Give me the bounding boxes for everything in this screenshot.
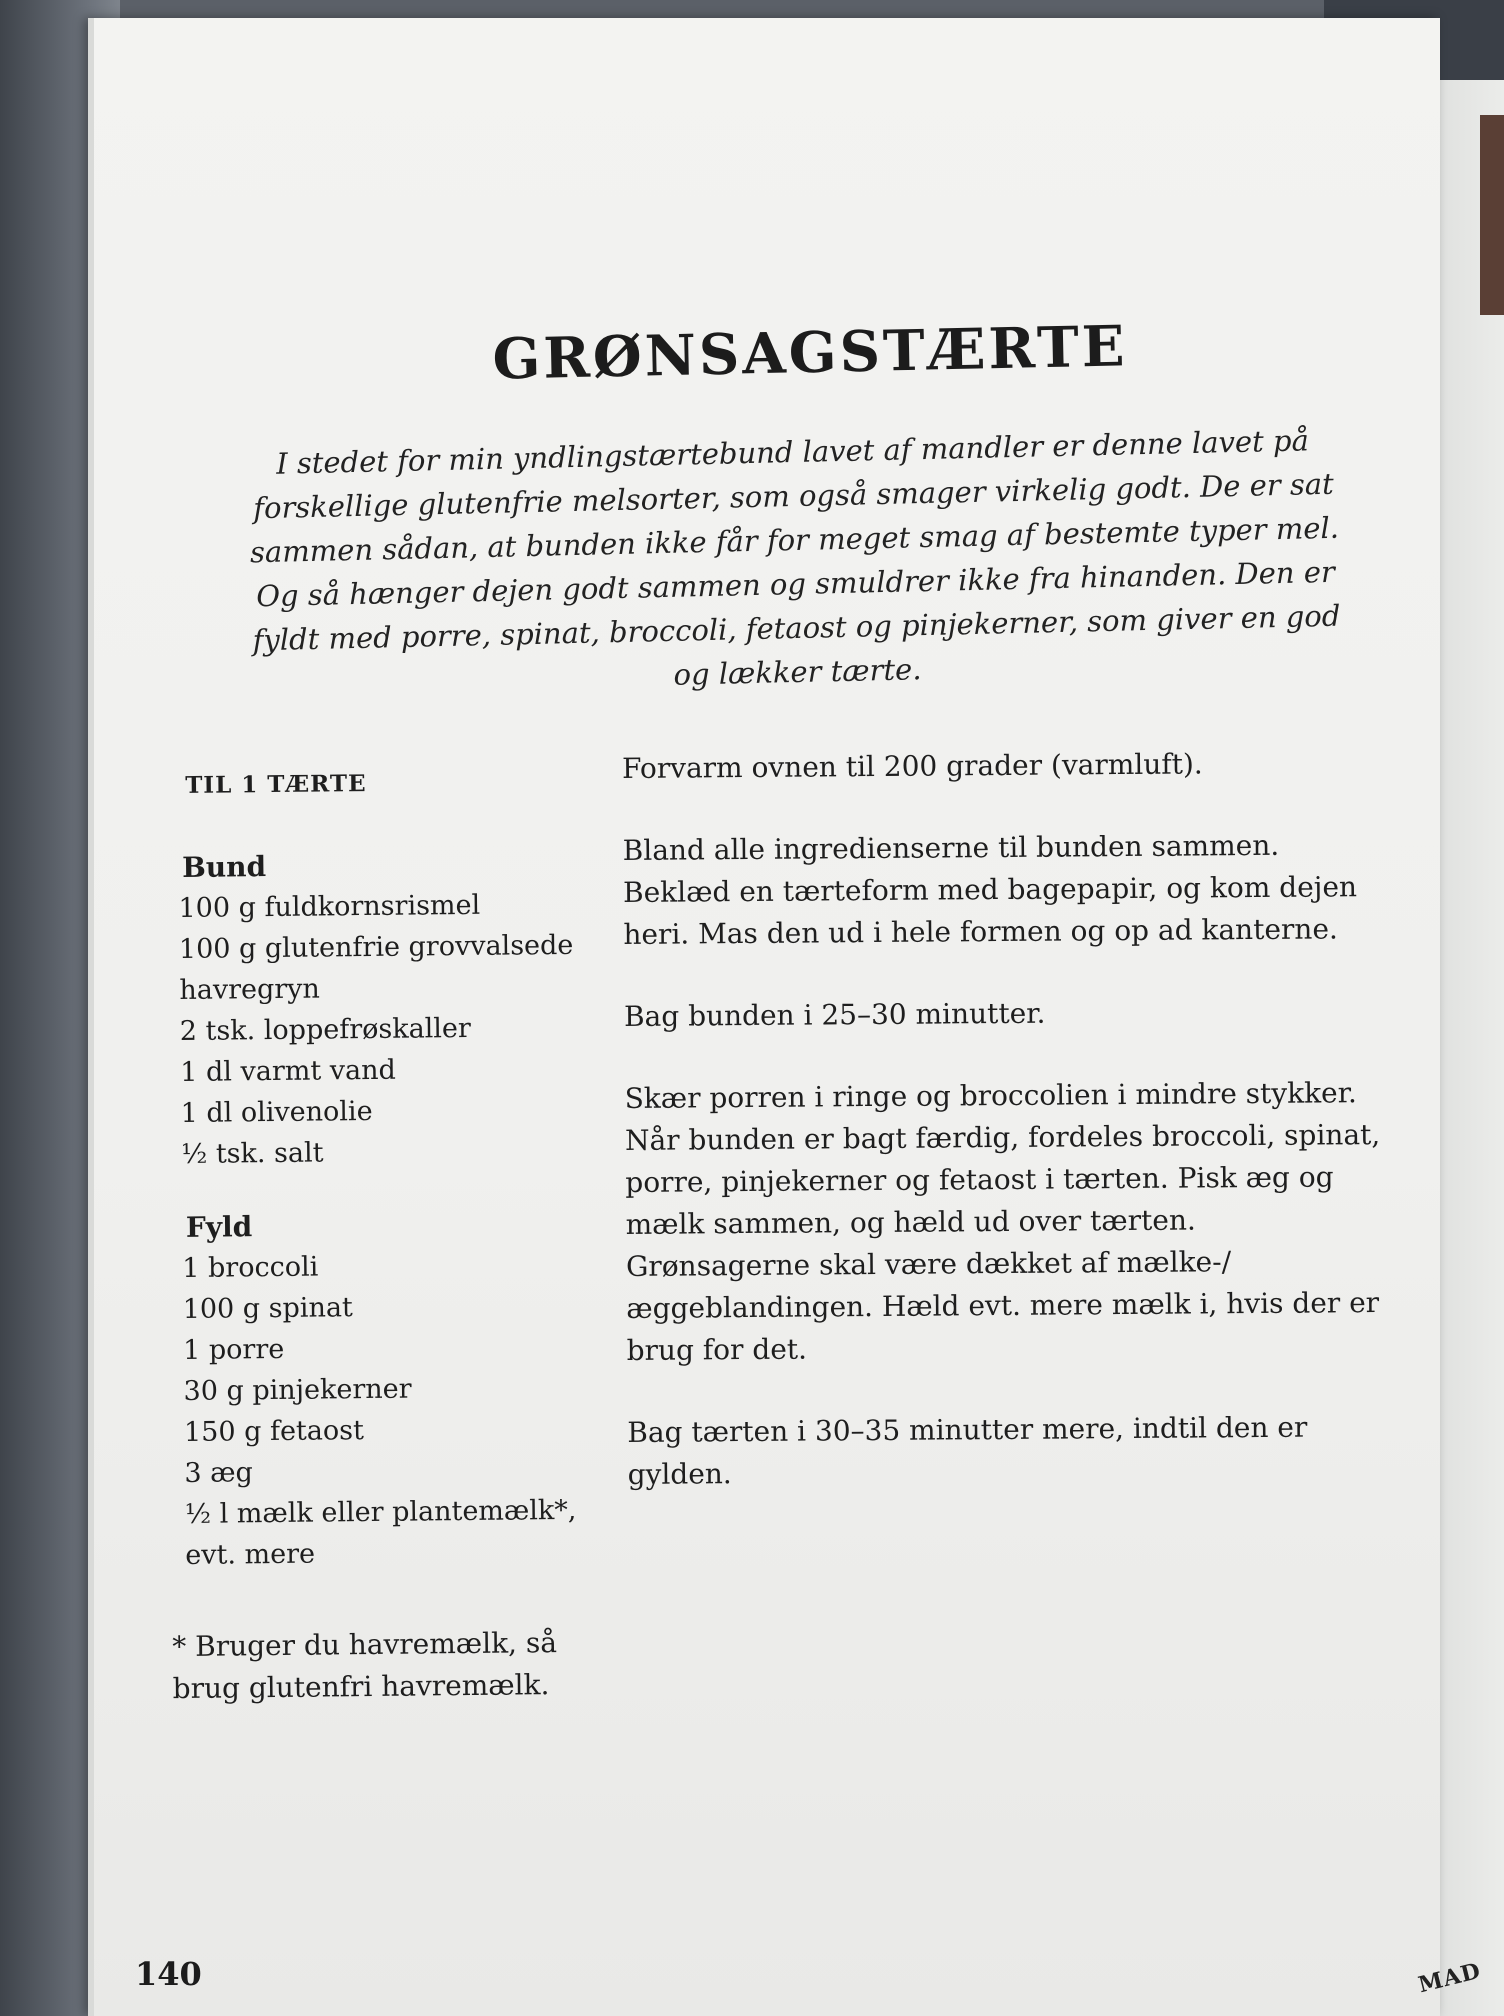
ingredient-item: 100 g glutenfrie grovvalsede havregryn — [178, 929, 574, 1006]
ingredient-item: 3 æg — [184, 1457, 254, 1489]
method-column — [622, 742, 1388, 1536]
ingredient-item: 100 g spinat — [182, 1292, 353, 1325]
ingredient-group-title: Fyld — [185, 1210, 253, 1244]
page-edge — [88, 18, 94, 2016]
ingredient-item: 100 g fuldkornsrismel — [178, 889, 481, 924]
page-number: 140 — [135, 1955, 202, 1993]
recipe-yield: TIL 1 TÆRTE — [185, 770, 367, 799]
recipe-intro: I stedet for min yndlingstærtebund lavet af mandler er denne lavet på forskellige glutenfrie melsorter, som også smager virkelig godt. De er sat sammen sådan, at bunden ikke får for meget smag af bestemte typer mel. Og så hænger dejen godt sammen og smuldrer ikke fra hinanden. Den er fyldt med porre, spinat, broccoli, fetaost og pinjekerner, som giver en god og lækker tærte. — [249, 423, 1341, 692]
ingredient-item: 2 tsk. loppefrøskaller — [179, 1012, 472, 1047]
ingredient-item: 1 broccoli — [182, 1251, 319, 1284]
ingredient-item: 1 dl olivenolie — [180, 1095, 373, 1129]
ingredient-item: ½ tsk. salt — [180, 1137, 324, 1170]
facing-page-photo-edge — [1480, 115, 1504, 315]
method-step: Forvarm ovnen til 200 grader (varmluft). — [621, 747, 1203, 785]
method-step: Bag bunden i 25–30 minutter. — [623, 996, 1046, 1033]
method-step: Skær porren i ringe og broccolien i mindre stykker. Når bunden er bagt færdig, fordeles broccoli, spinat, porre, pinjekerner og fetaost i tærten. Pisk æg og mælk sammen, og hæld ud over tærten. Grønsagerne skal være dækket af mælke-/æggeblandingen. Hæld evt. mere mælk i, hvis der er brug for det. — [624, 1076, 1381, 1367]
ingredient-footnote: * Bruger du havremælk, så brug glutenfri havremælk. — [172, 1626, 558, 1706]
method-step: Bland alle ingredienserne til bunden sammen. Beklæd en tærteform med bagepapir, og kom dejen heri. Mas den ud i hele formen og op ad kanterne. — [622, 828, 1358, 951]
ingredient-group-title: Bund — [181, 850, 267, 884]
ingredient-item: 1 porre — [182, 1333, 285, 1366]
ingredient-group-bund — [156, 847, 579, 1175]
method-step: Bag tærten i 30–35 minutter mere, indtil den er gylden. — [627, 1410, 1308, 1491]
section-label: MAD — [1415, 1957, 1484, 1999]
ingredient-item: 150 g fetaost — [183, 1415, 365, 1448]
ingredient-item: 30 g pinjekerner — [183, 1373, 412, 1407]
recipe-title: GRØNSAGSTÆRTE — [491, 313, 1129, 393]
ingredient-item: 1 dl varmt vand — [180, 1054, 396, 1088]
ingredient-group-fyld — [160, 1207, 584, 1576]
ingredient-item: ½ l mælk eller plantemælk*, evt. mere — [184, 1494, 577, 1571]
ingredients-column — [155, 768, 585, 1710]
